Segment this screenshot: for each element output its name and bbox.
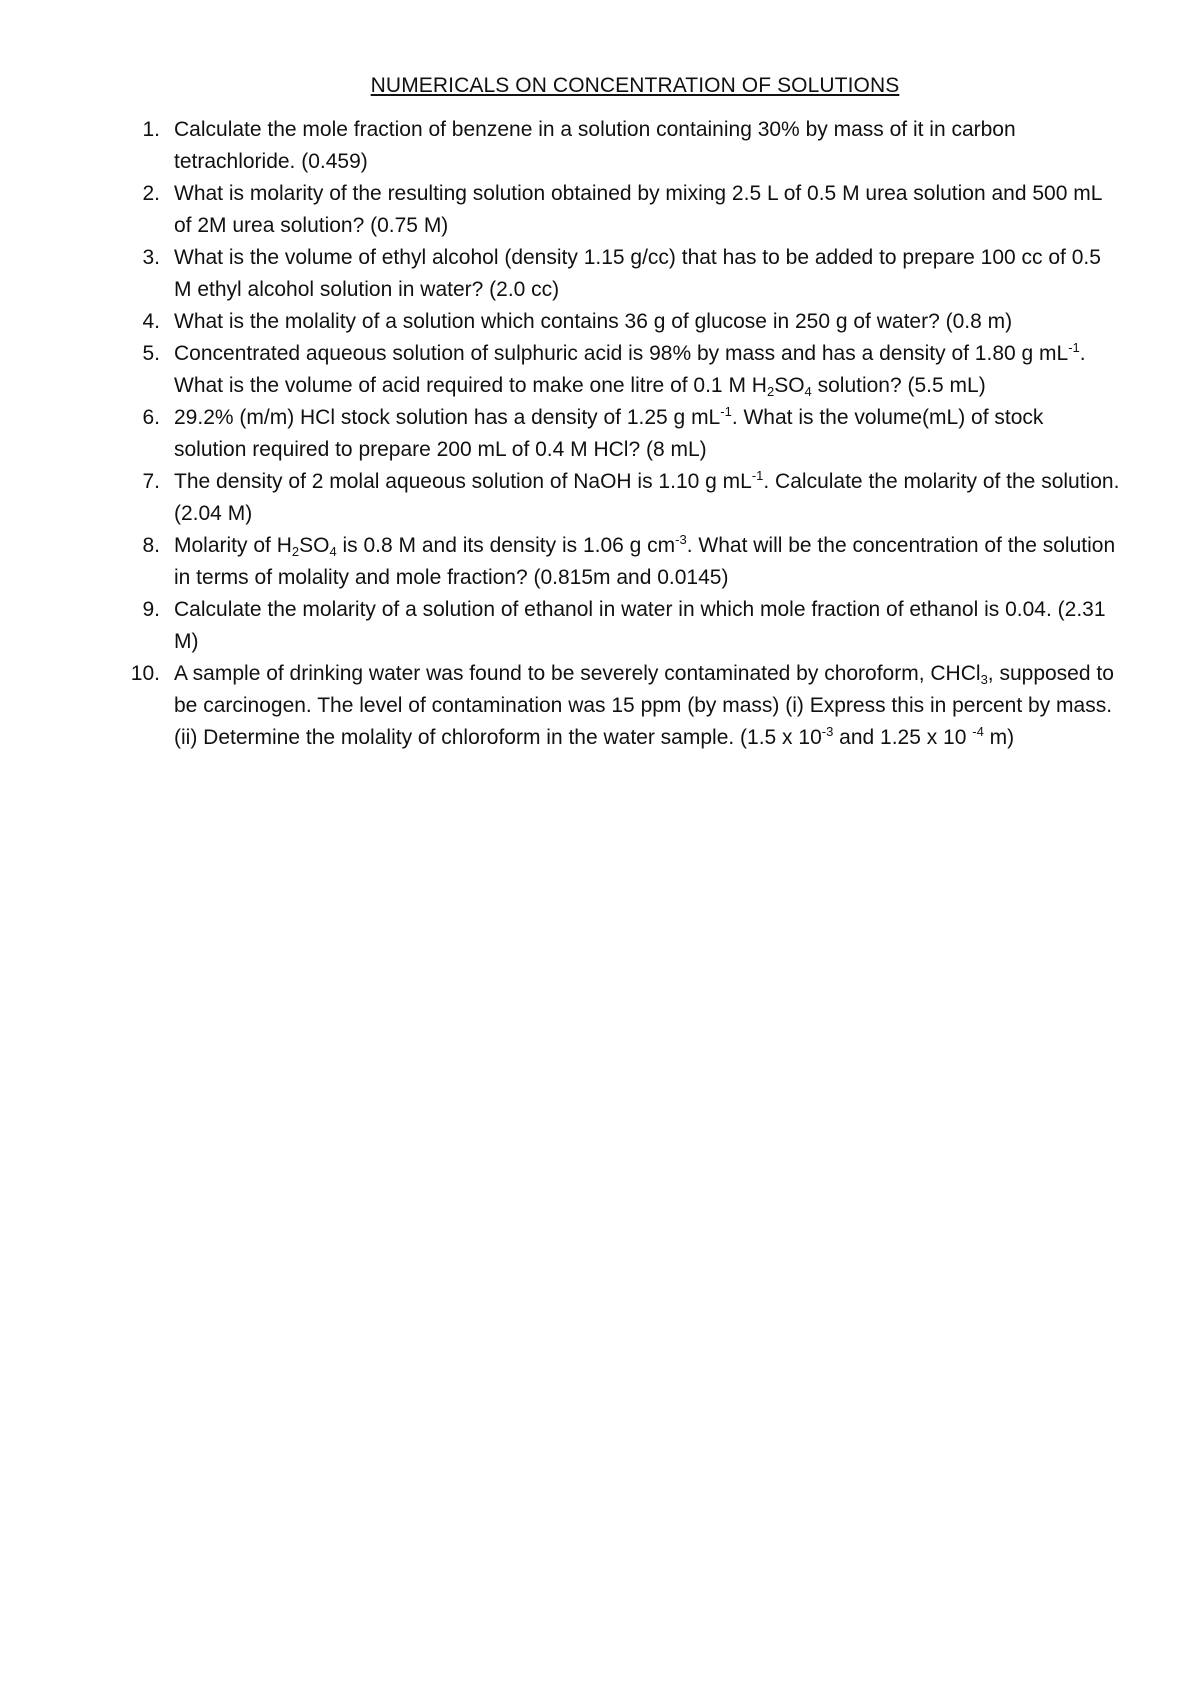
question-item	[120, 338, 1120, 402]
question-text: What is molarity of the resulting solution obtained by mixing 2.5 L of 0.5 M urea solution and 500 mL of 2M urea solution? (0.75 M)	[174, 182, 1102, 237]
subscript: 4	[804, 384, 812, 399]
subscript: 3	[980, 672, 988, 687]
question-item	[120, 466, 1120, 530]
question-text-segment: . What is the volume of acid required to make one litre of 0.1 M H	[174, 342, 1086, 397]
question-text	[174, 658, 1120, 754]
question-text: Calculate the mole fraction of benzene in a solution containing 30% by mass of it in carbon tetrachloride. (0.459)	[174, 118, 1016, 173]
question-item	[120, 114, 1120, 178]
question-number: 8.	[142, 534, 160, 557]
subscript: 2	[766, 384, 775, 399]
superscript: -1	[720, 404, 732, 419]
question-text: Calculate the molarity of a solution of ethanol in water in which mole fraction of ethanol is 0.04. (2.31 M)	[174, 598, 1106, 653]
question-number: 1.	[142, 118, 160, 141]
question-number: 9.	[142, 598, 160, 621]
question-text-segment: . What will be the concentration of the solution in terms of molality and mole fraction? (0.815m and 0.0145)	[174, 534, 1116, 589]
superscript: -3	[675, 532, 687, 547]
question-text-segment: Molarity of H	[174, 534, 292, 557]
question-text-segment: Concentrated aqueous solution of sulphuric acid is 98% by mass and has a density of 1.80 g mL	[174, 342, 1069, 365]
question-item	[120, 594, 1120, 658]
superscript: -1	[751, 468, 764, 483]
question-number: 7.	[142, 470, 160, 493]
question-item	[120, 306, 1120, 338]
superscript: -1	[1068, 340, 1080, 355]
question-item	[120, 530, 1120, 594]
superscript: -4	[972, 724, 984, 739]
question-item	[120, 178, 1120, 242]
question-number: 3.	[142, 246, 160, 269]
page-title: NUMERICALS ON CONCENTRATION OF SOLUTIONS	[370, 74, 900, 97]
question-text-segment: and 1.25 x 10	[833, 726, 973, 749]
question-item	[120, 242, 1120, 306]
question-item	[120, 658, 1120, 754]
question-number: 10.	[130, 662, 160, 685]
question-text-segment: SO	[774, 374, 805, 397]
question-number: 5.	[142, 342, 160, 365]
question-text	[174, 466, 1120, 530]
question-text-segment: m)	[983, 726, 1015, 749]
question-item	[120, 402, 1120, 466]
question-number: 6.	[142, 406, 160, 429]
question-text-segment: , supposed to be carcinogen. The level of contamination was 15 ppm (by mass) (i) Express this in percent by mass. (ii) Determine the molality of chloroform in the water sample. (1.5 x 10	[174, 662, 1114, 749]
question-text: What is the molality of a solution which contains 36 g of glucose in 250 g of water? (0.8 m)	[174, 310, 1013, 333]
question-text-segment: SO	[299, 534, 330, 557]
question-text: What is the volume of ethyl alcohol (density 1.15 g/cc) that has to be added to prepare 100 cc of 0.5 M ethyl alcohol solution in water? (2.0 cc)	[174, 246, 1101, 301]
question-text-segment: is 0.8 M and its density is 1.06 g cm	[336, 534, 676, 557]
question-text-segment: A sample of drinking water was found to be severely contaminated by choroform, CHCl	[174, 662, 981, 685]
question-text	[174, 338, 1120, 402]
question-text	[174, 530, 1120, 594]
question-text	[174, 402, 1120, 466]
question-text-segment: . Calculate the molarity of the solution. (2.04 M)	[174, 470, 1120, 525]
question-text-segment: solution? (5.5 mL)	[811, 374, 986, 397]
superscript: -3	[821, 724, 834, 739]
question-number: 2.	[142, 182, 160, 205]
question-number: 4.	[142, 310, 160, 333]
question-text-segment: The density of 2 molal aqueous solution of NaOH is 1.10 g mL	[174, 470, 752, 493]
question-text-segment: 29.2% (m/m) HCl stock solution has a density of 1.25 g mL	[174, 406, 721, 429]
subscript: 2	[291, 544, 300, 559]
question-text-segment: . What is the volume(mL) of stock solution required to prepare 200 mL of 0.4 M HCl? (8 mL)	[174, 406, 1044, 461]
subscript: 4	[329, 544, 337, 559]
question-list	[120, 114, 1120, 754]
